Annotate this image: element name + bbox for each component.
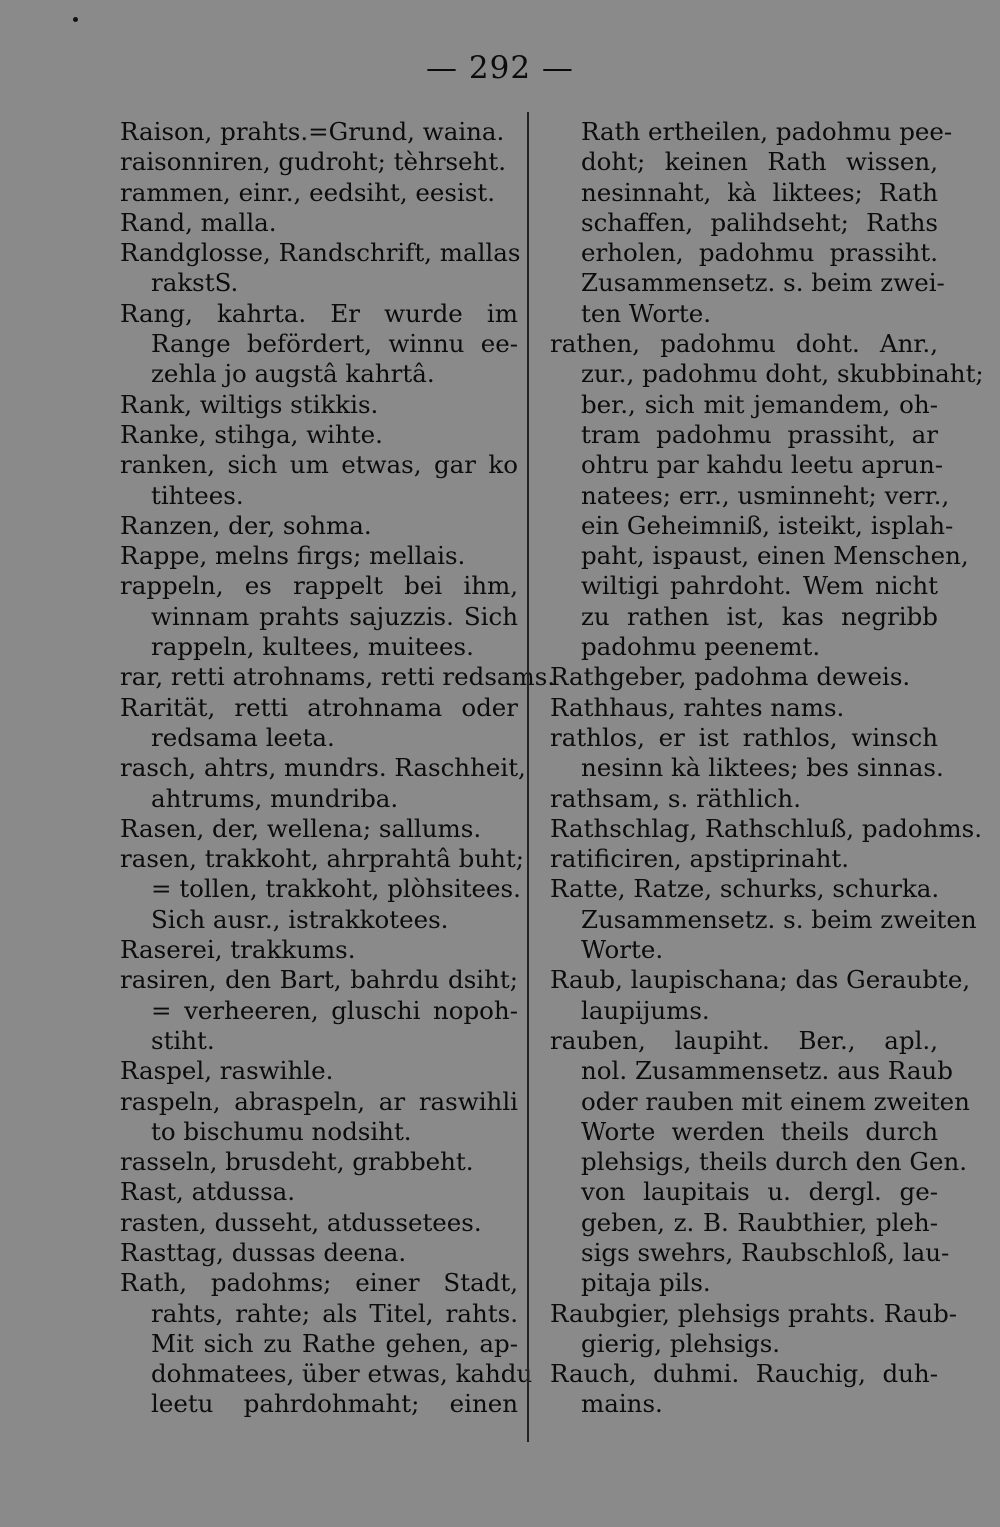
dictionary-line: von laupitais u. dergl. ge-: [581, 1177, 938, 1207]
dictionary-line: rathen, padohmu doht. Anr.,: [550, 329, 938, 359]
column-divider: [527, 112, 529, 1442]
dictionary-line: Worte.: [581, 935, 664, 965]
dictionary-line: Rank, wiltigs stikkis.: [120, 389, 379, 419]
dictionary-line: Rasen, der, wellena; sallums.: [120, 813, 482, 843]
dictionary-line: Raison, prahts.=Grund, waina.: [120, 117, 505, 146]
dictionary-line: laupijums.: [581, 995, 710, 1025]
dictionary-line: zur., padohmu doht, skubbinaht;: [581, 359, 984, 389]
dictionary-line: Rasttag, dussas deena.: [120, 1237, 407, 1267]
dictionary-line: gierig, plehsigs.: [581, 1328, 781, 1358]
dictionary-line: plehsigs, theils durch den Gen.: [581, 1147, 968, 1177]
dictionary-line: nol. Zusammensetz. aus Raub: [581, 1056, 953, 1086]
dictionary-line: rasen, trakkoht, ahrprahtâ buht;: [120, 844, 525, 874]
dictionary-line: natees; err., usminneht; verr.,: [581, 480, 950, 510]
dictionary-line: ahtrums, mundriba.: [151, 783, 399, 813]
dictionary-line: rar, retti atrohnams, retti redsams.: [120, 662, 556, 692]
dictionary-line: ratificiren, apstiprinaht.: [550, 844, 850, 874]
dictionary-line: Mit sich zu Rathe gehen, ap-: [151, 1328, 518, 1358]
dictionary-line: schaffen, palihdseht; Raths: [581, 207, 938, 237]
dictionary-line: nesinnaht, kà liktees; Rath: [581, 177, 938, 207]
dictionary-line: Ratte, Ratze, schurks, schurka.: [550, 874, 940, 904]
page-number: — 292 —: [426, 50, 574, 86]
dictionary-line: tihtees.: [151, 480, 244, 510]
dictionary-line: Raserei, trakkums.: [120, 935, 356, 965]
dictionary-line: redsama leeta.: [151, 722, 335, 752]
dictionary-line: Rast, atdussa.: [120, 1177, 296, 1207]
dictionary-line: rathsam, s. räthlich.: [550, 783, 801, 813]
dictionary-line: doht; keinen Rath wissen,: [581, 147, 938, 177]
dictionary-line: to bischumu nodsiht.: [151, 1116, 412, 1146]
dictionary-line: padohmu peenemt.: [581, 632, 821, 662]
dictionary-line: Ranke, stihga, wihte.: [120, 419, 383, 449]
dictionary-line: ein Geheimniß, isteikt, isplah-: [581, 510, 954, 540]
dictionary-line: raisonniren, gudroht; tèhrseht.: [120, 147, 507, 177]
dictionary-line: Rand, malla.: [120, 207, 277, 237]
dictionary-line: raspeln, abraspeln, ar raswihli: [120, 1086, 518, 1116]
dictionary-line: erholen, padohmu prassiht.: [581, 238, 938, 268]
dictionary-line: ranken, sich um etwas, gar ko: [120, 450, 518, 480]
dictionary-line: Ranzen, der, sohma.: [120, 510, 372, 540]
dictionary-line: wiltigi pahrdoht. Wem nicht: [581, 571, 938, 601]
dictionary-line: rauben, laupiht. Ber., apl.,: [550, 1025, 938, 1055]
dictionary-line: Raspel, raswihle.: [120, 1056, 334, 1086]
dictionary-line: rammen, einr., eedsiht, eesist.: [120, 177, 496, 207]
dictionary-line: rasiren, den Bart, bahrdu dsiht;: [120, 965, 518, 995]
dictionary-line: rasch, ahtrs, mundrs. Raschheit,: [120, 753, 526, 783]
dictionary-line: winnam prahts sajuzzis. Sich: [151, 601, 518, 631]
dictionary-line: pitaja pils.: [581, 1268, 711, 1298]
dictionary-line: zehla jo augstâ kahrtâ.: [151, 359, 435, 389]
dictionary-line: mains.: [581, 1389, 663, 1419]
dictionary-line: rakstS.: [151, 268, 239, 298]
dictionary-line: dohmatees, über etwas, kahdu: [151, 1359, 533, 1389]
dictionary-line: rappeln, kultees, muitees.: [151, 632, 474, 662]
dictionary-line: Rathhaus, rahtes nams.: [550, 692, 845, 722]
dictionary-line: Rath ertheilen, padohmu pee-: [581, 117, 953, 146]
dictionary-line: Randglosse, Randschrift, mallas: [120, 238, 521, 268]
dictionary-line: oder rauben mit einem zweiten: [581, 1086, 970, 1116]
dictionary-line: paht, ispaust, einen Menschen,: [581, 541, 969, 571]
dictionary-line: Worte werden theils durch: [581, 1116, 938, 1146]
dictionary-line: = tollen, trakkoht, plòhsitees.: [151, 874, 521, 904]
dictionary-line: zu rathen ist, kas negribb: [581, 601, 938, 631]
dictionary-line: Rarität, retti atrohnama oder: [120, 692, 518, 722]
dictionary-line: rasseln, brusdeht, grabbeht.: [120, 1147, 474, 1177]
dictionary-line: tram padohmu prassiht, ar: [581, 419, 938, 449]
left-column: [120, 117, 556, 1420]
dictionary-line: rathlos, er ist rathlos, winsch: [550, 722, 938, 752]
print-speck: [73, 17, 78, 22]
right-column: [550, 117, 984, 1420]
dictionary-line: Rang, kahrta. Er wurde im: [120, 298, 518, 328]
dictionary-line: rahts, rahte; als Titel, rahts.: [151, 1298, 518, 1328]
dictionary-line: geben, z. B. Raubthier, pleh-: [581, 1207, 938, 1237]
dictionary-line: Rathgeber, padohma deweis.: [550, 662, 911, 692]
dictionary-line: Rathschlag, Rathschluß, padohms.: [550, 813, 982, 843]
dictionary-line: Range befördert, winnu ee-: [151, 329, 518, 359]
dictionary-line: ohtru par kahdu leetu aprun-: [581, 450, 944, 480]
dictionary-line: ber., sich mit jemandem, oh-: [581, 389, 938, 419]
dictionary-line: Sich ausr., istrakkotees.: [151, 904, 449, 934]
dictionary-line: nesinn kà liktees; bes sinnas.: [581, 753, 944, 783]
dictionary-line: Zusammensetz. s. beim zweiten: [581, 904, 977, 934]
dictionary-line: = verheeren, gluschi nopoh-: [151, 995, 518, 1025]
dictionary-line: Raubgier, plehsigs prahts. Raub-: [550, 1298, 958, 1328]
dictionary-line: rasten, dusseht, atdussetees.: [120, 1207, 482, 1237]
dictionary-line: Raub, laupischana; das Geraubte,: [550, 965, 971, 995]
dictionary-line: Rappe, melns firgs; mellais.: [120, 541, 466, 571]
dictionary-line: sigs swehrs, Raubschloß, lau-: [581, 1237, 950, 1267]
dictionary-line: rappeln, es rappelt bei ihm,: [120, 571, 518, 601]
dictionary-line: Rauch, duhmi. Rauchig, duh-: [550, 1359, 938, 1389]
dictionary-line: stiht.: [151, 1025, 215, 1055]
dictionary-line: leetu pahrdohmaht; einen: [151, 1389, 518, 1419]
dictionary-line: ten Worte.: [581, 298, 712, 328]
dictionary-line: Zusammensetz. s. beim zwei-: [581, 268, 945, 298]
dictionary-line: Rath, padohms; einer Stadt,: [120, 1268, 518, 1298]
